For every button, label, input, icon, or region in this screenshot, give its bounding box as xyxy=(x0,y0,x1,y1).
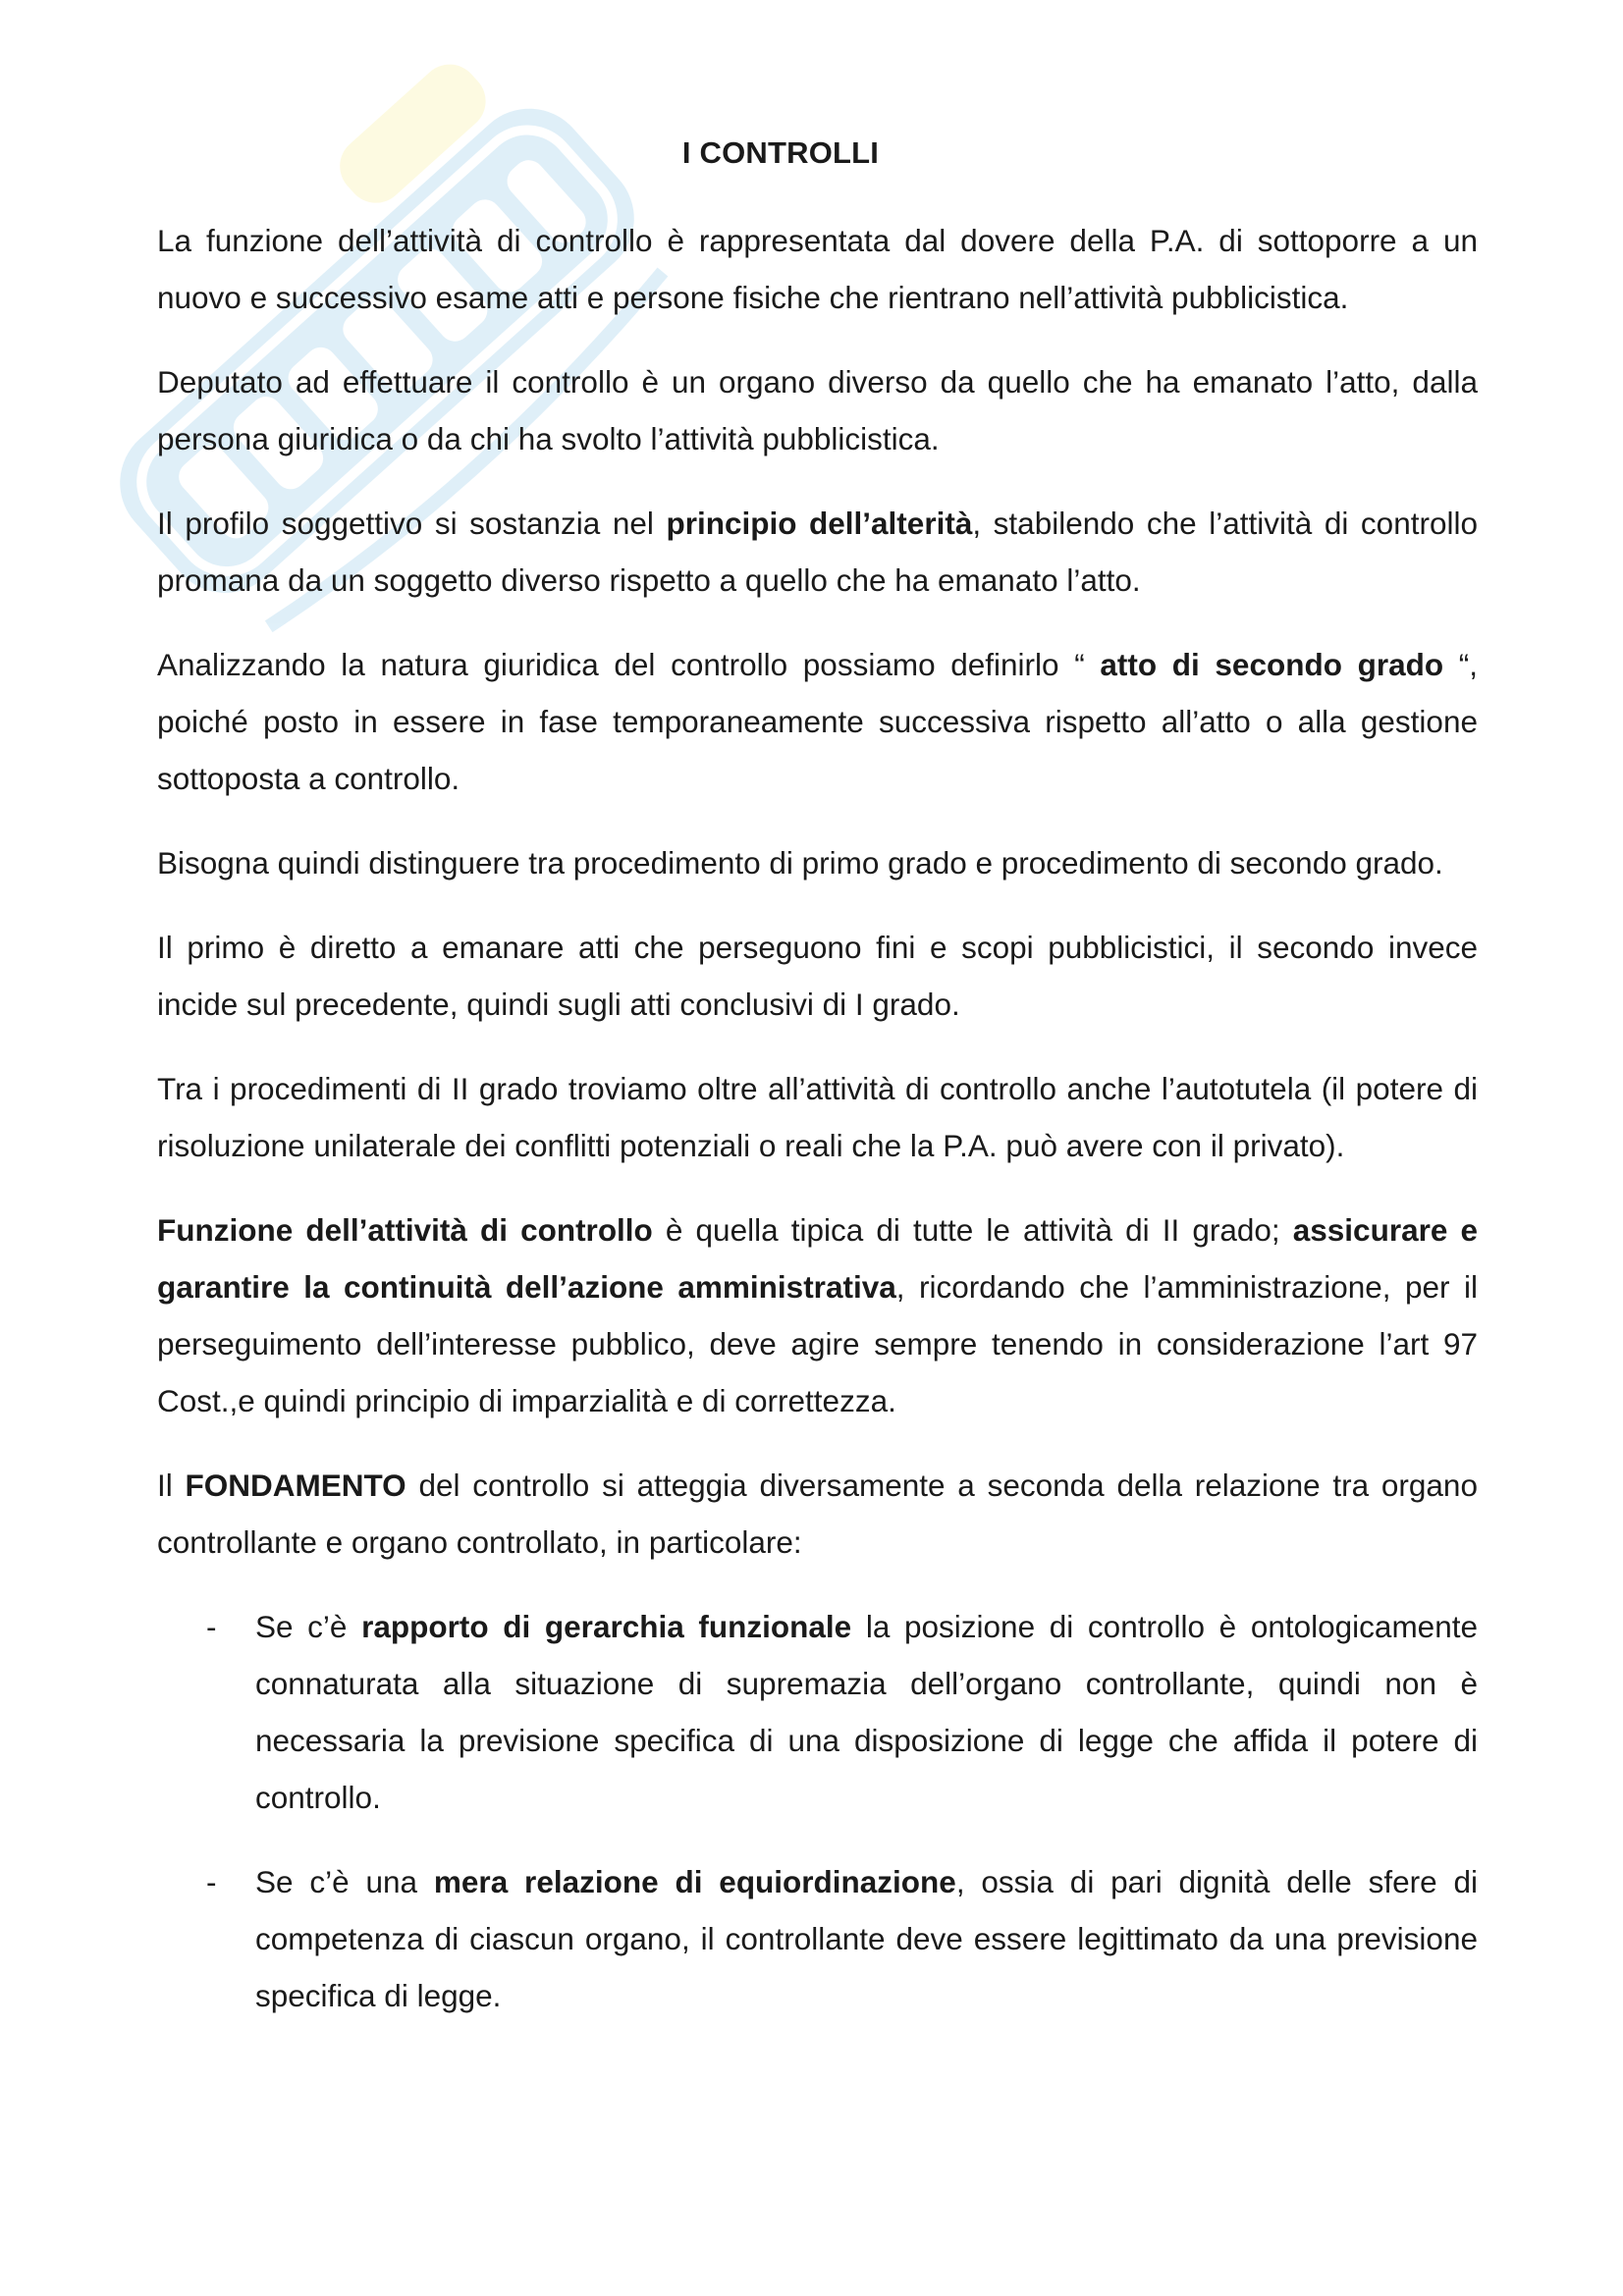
paragraph xyxy=(157,495,1478,609)
dash-bullet: - xyxy=(206,1864,217,1899)
text-segment: Il profilo soggettivo si sostanzia nel xyxy=(157,506,667,541)
text-segment: la posizione di controllo è ontologicamente connaturata alla situazione di supremazia dell’organo controllante, quindi non è necessaria la previsione specifica di una disposizione di legge che affida il potere di controllo. xyxy=(255,1609,1478,1815)
bold-text: rapporto di gerarchia funzionale xyxy=(361,1609,852,1644)
text-segment: , ricordando che l’amministrazione, per il perseguimento dell’interesse pubblico, deve agire sempre tenendo in considerazione l’art 97 Cost.,e quindi principio di imparzialità e di correttezza. xyxy=(157,1269,1478,1418)
text-segment: Tra i procedimenti di II grado troviamo oltre all’attività di controllo anche l’autotutela (il potere di risoluzione unilaterale dei conflitti potenziali o reali che la P.A. può avere con il privato). xyxy=(157,1071,1478,1163)
bold-text: Funzione dell’attività di controllo xyxy=(157,1212,653,1248)
paragraph xyxy=(157,834,1478,891)
bullet-list xyxy=(157,1598,1478,2024)
text-segment: “, poiché posto in essere in fase temporaneamente successiva rispetto all’atto o alla gestione sottoposta a controllo. xyxy=(157,647,1479,796)
text-segment: Se c’è xyxy=(255,1609,362,1644)
text-segment: Bisogna quindi distinguere tra procedimento di primo grado e procedimento di secondo grado. xyxy=(157,845,1443,881)
paragraph xyxy=(157,212,1478,326)
text-segment: , stabilendo che l’attività di controllo promana da un soggetto diverso rispetto a quello che ha emanato l’atto. xyxy=(157,506,1478,598)
paragraph xyxy=(157,1457,1478,1571)
bold-text: principio dell’alterità xyxy=(666,506,973,541)
bold-text: assicurare e garantire la continuità dell’azione amministrativa xyxy=(157,1212,1478,1305)
bold-text: atto di secondo grado xyxy=(1100,647,1444,682)
text-segment: La funzione dell’attività di controllo è rappresentata dal dovere della P.A. di sottoporre a un nuovo e successivo esame atti e persone fisiche che rientrano nell’attività pubblicistica. xyxy=(157,223,1478,315)
text-segment: Analizzando la natura giuridica del controllo possiamo definirlo “ xyxy=(157,647,1101,682)
paragraph xyxy=(157,1060,1478,1174)
page-title: I CONTROLLI xyxy=(681,135,880,170)
bold-text: FONDAMENTO xyxy=(185,1468,406,1503)
text-segment: Il primo è diretto a emanare atti che perseguono fini e scopi pubblicistici, il secondo invece incide sul precedente, quindi sugli atti conclusivi di I grado. xyxy=(157,930,1478,1022)
paragraph xyxy=(157,1201,1478,1429)
document-body xyxy=(157,212,1478,2052)
bold-text: mera relazione di equiordinazione xyxy=(433,1864,956,1899)
list-item xyxy=(157,1598,1478,1826)
text-segment: Il xyxy=(157,1468,186,1503)
text-segment: del controllo si atteggia diversamente a seconda della relazione tra organo controllante e organo controllato, in particolare: xyxy=(157,1468,1478,1560)
paragraph xyxy=(157,353,1478,467)
list-item xyxy=(157,1853,1478,2024)
text-segment: è quella tipica di tutte le attività di II grado; xyxy=(652,1212,1293,1248)
text-segment: Deputato ad effettuare il controllo è un organo diverso da quello che ha emanato l’atto, dalla persona giuridica o da chi ha svolto l’attività pubblicistica. xyxy=(157,364,1478,456)
paragraph-list xyxy=(157,212,1478,1571)
paragraph xyxy=(157,919,1478,1033)
text-segment: Se c’è una xyxy=(255,1864,434,1899)
dash-bullet: - xyxy=(206,1609,217,1644)
paragraph xyxy=(157,636,1478,807)
text-segment: , ossia di pari dignità delle sfere di competenza di ciascun organo, il controllante deve essere legittimato da una previsione specifica di legge. xyxy=(255,1864,1479,2013)
